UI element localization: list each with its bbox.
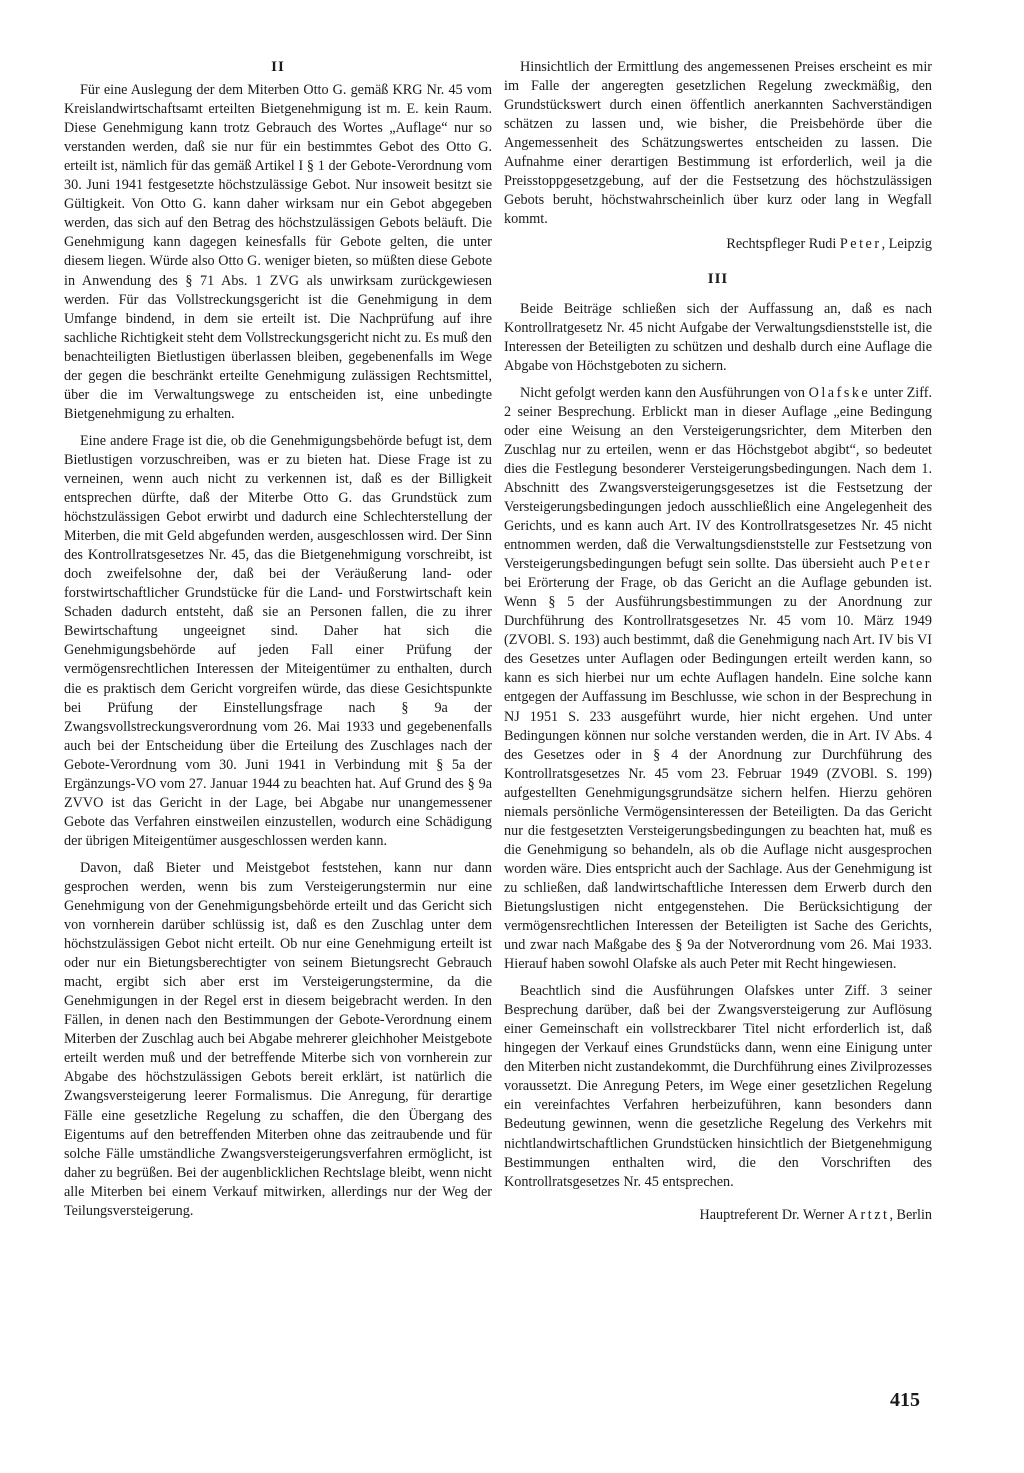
signature-suffix: , Berlin [889, 1206, 932, 1223]
author-signature-artzt [504, 1206, 932, 1225]
right-column [504, 58, 932, 1225]
text-run: Nicht gefolgt werden kann den Ausführungen von [520, 384, 809, 401]
text-run: unter Ziff. 2 seiner Besprechung. Erblickt man in dieser Auflage „eine Bedingung oder eine Weisung an den Versteigerungsrichter, dem Miterben den Zuschlag nur zu erteilen, wenn er das Höchstgebot abgibt“, so bedeutet dies die Festlegung besonderer Versteigerungsbedingungen. Nach dem 1. Abschnitt des Zwangsversteigerungsgesetzes ist die Festsetzung der Versteigerungsbedingungen jedoch ausschließlich eine Angelegenheit des Gerichts, und es kann auch Art. IV des Kontrollratsgesetzes Nr. 45 nicht entnommen werden, daß die Verwaltungsdienststelle zur Festsetzung von Versteigerungsbedingungen befugt sein sollte. Das übersieht auch [504, 384, 932, 573]
paragraph: Davon, daß Bieter und Meistgebot feststehen, kann nur dann gesprochen werden, wenn bis zum Versteigerungstermin nur eine Genehmigung von der Genehmigungsbehörde erteilt und das Gericht sich von vornherein darüber schlüssig ist, daß es den Zuschlag unter dem höchstzulässigen Gebot nicht erteilt. Ob nur eine Genehmigung erteilt ist oder nur ein Bietungsberechtigter von seinem Bietungsrecht Gebrauch macht, ergibt sich aber erst im Versteigerungstermine, da die Genehmigungen in der Regel erst in diesem beigebracht werden. In den Fällen, in denen nach den Bestimmungen der Gebote-Verordnung einem Miterben der Zuschlag auch bei Abgabe mehrerer gleichhoher Meistgebote erteilt werden muß und der betreffende Miterbe sich von vornherein zur Abgabe des höchstzulässigen Gebots bereit erklärt, ist natürlich die Zwangsversteigerung leerer Formalismus. Die Anregung, für derartige Fälle eine gesetzliche Regelung zu schaffen, die den Übergang des Eigentums auf den betreffenden Miterben ohne das zeitraubende und für solche Fälle umständliche Zwangsversteigerungsverfahren ermöglicht, ist daher zu begrüßen. Bei der augenblicklichen Rechtslage bleibt, wenn nicht alle Miterben bei einem Verkauf mitwirken, allerdings nur der Weg der Teilungsversteigerung. [64, 859, 492, 1219]
author-name-olafske: Olafske [808, 384, 871, 401]
paragraph: Beide Beiträge schließen sich der Auffassung an, daß es nach Kontrollratgesetz Nr. 45 nicht Aufgabe der Verwaltungsdienststelle ist, die Interessen der Beteiligten zu schützen und deshalb durch eine Auflage die Abgabe von Höchstgeboten zu sichern. [504, 300, 932, 374]
signature-name: Artzt [847, 1206, 890, 1223]
paragraph: Eine andere Frage ist die, ob die Genehmigungsbehörde befugt ist, dem Bietlustigen vorzuschreiben, was er zu bieten hat. Diese Frage ist zu verneinen, wenn auch nicht zu verkennen ist, daß es der Billigkeit entsprechen dürfte, daß der Miterbe Otto G. das Grundstück zum höchstzulässigen Gebot erwirbt und dadurch eine Schlechterstellung der Miterben, die mit Geld abgefunden werden, ausgeschlossen wird. Der Sinn des Kontrollratsgesetzes Nr. 45, das die Bietgenehmigung vorschreibt, ist doch zweifelsohne der, daß bei der Veräußerung land- oder forstwirtschaftlicher Grundstücke für die Land- und Forstwirtschaft kein Schaden dadurch entsteht, daß sie an Personen fallen, die zu ihrer Bewirtschaftung ungeeignet sind. Daher hat sich die Genehmigungsbehörde auf jeden Fall einer Prüfung der vermögensrechtlichen Interessen der Miteigentümer zu enthalten, durch die es praktisch dem Gericht vorgreifen würde, das diese Gesichtspunkte bei Prüfung der Einstellungsfrage nach § 9a der Zwangsvollstreckungsverordnung vom 26. Mai 1933 und gegebenenfalls auch bei der Entscheidung über die Erteilung des Zuschlages nach der Gebote-Verordnung vom 30. Juni 1941 in Verbindung mit § 5a der Ergänzungs-VO vom 27. Januar 1944 zu beachten hat. Auf Grund des § 9a ZVVO ist das Gericht in der Lage, bei Abgabe nur unangemessener Gebote das Verfahren einstweilen einzustellen, wodurch eine Schädigung der übrigen Miteigentümer ausgeschlossen werden kann. [64, 432, 492, 849]
signature-prefix: Rechtspfleger Rudi [726, 236, 840, 253]
paragraph: Für eine Auslegung der dem Miterben Otto G. gemäß KRG Nr. 45 vom Kreislandwirtschaftsamt erteilten Bietgenehmigung ist m. E. kein Raum. Diese Genehmigung kann trotz Gebrauch des Wortes „Auflage“ nur so verstanden werden, daß sie nur für ein bestimmtes Gebot des Otto G. erteilt ist, nämlich für das gemäß Artikel I § 1 der Gebote-Verordnung vom 30. Juni 1941 festgesetzte höchstzulässige Gebot. Nur insoweit besitzt sie Gültigkeit. Von Otto G. kann daher wirksam nur ein Gebot abgegeben werden, das sich auf den Betrag des höchstzulässigen Gebots beläuft. Die Genehmigung kann dagegen keinesfalls für Gebote gelten, die unter diesem liegen. Würde also Otto G. weniger bieten, so müßten diese Gebote in Anwendung des § 71 Abs. 1 ZVG als unwirksam zurückgewiesen werden. Für das Vollstreckungsgericht ist die Genehmigung in dem Umfange bindend, in dem sie erteilt ist. Die Nachprüfung auf ihre sachliche Richtigkeit steht dem Vollstreckungsgericht nicht zu. Es muß den benachteiligten Bietlustigen überlassen bleiben, gegebenenfalls im Wege der gegen die beschränkt erteilte Genehmigung zulässigen Rechtsmittel, über die im Verwaltungswege zu entscheiden ist, eine unbedingte Bietgenehmigung zu erhalten. [64, 82, 492, 422]
signature-name: Peter [839, 236, 882, 253]
paragraph: Hinsichtlich der Ermittlung des angemessenen Preises erscheint es mir im Falle der angeregten gesetzlichen Regelung zweckmäßig, den Grundstückswert durch einen öffentlich anerkannten Sachverständigen schätzen zu lassen und, wie bisher, die Preisbehörde über die Angemessenheit des Schätzungswertes entscheiden zu lassen. Die Aufnahme einer derartigen Bestimmung ist erforderlich, weil ja die Preisstoppgesetzgebung, auf der die Festsetzung des höchstzulässigen Gebots beruht, höchstwahrscheinlich über kurz oder lang in Wegfall kommt. [504, 59, 932, 228]
section-heading-iii: III [707, 271, 729, 288]
text-run: bei Erörterung der Frage, ob das Gericht an die Auflage gebunden ist. Wenn § 5 der Ausführungsbestimmungen zu der Anordnung zur Durchführung des Kontrollratsgesetzes Nr. 45 vom 10. März 1949 (ZVOBl. S. 193) auch bestimmt, daß die Genehmigung nach Art. IV bis VI des Gesetzes unter Auflagen oder Bedingungen erteilt werden kann, so kann es sich hierbei nur um echte Auflagen handeln. Eine solche kann entgegen der Auffassung im Beschlusse, wie schon in der Besprechung in NJ 1951 S. 233 ausgeführt wurde, hier nicht ergehen. Und unter Bedingungen können nur solche verstanden werden, die in Art. IV Abs. 4 des Gesetzes oder in § 4 der Anordnung zur Durchführung des Kontrollratsgesetzes Nr. 45 vom 23. Februar 1949 (ZVOBl. S. 199) aufgestellten Genehmigungsgrundsätze sichern helfen. Hierzu gehören niemals persönliche Vermögensinteressen der Beteiligten. Da das Gericht nur die festgesetzten Versteigerungsbedingungen zu beachten hat, muß es die Genehmigung so behandeln, als ob die Auflage nicht ausgesprochen worden wäre. Dies entspricht auch der Sachlage. Aus der Genehmigung ist zu schließen, daß landwirtschaftliche Interessen dem Erwerb durch den Bietungslustigen nicht entgegenstehen. Die Berücksichtigung der vermögensrechtlichen Interessen der Beteiligten ist Sache des Gerichts, und zwar nach Maßgabe des § 9a der Notverordnung vom 26. Mai 1933. Hierauf haben sowohl Olafske als auch Peter mit Recht hingewiesen. [504, 575, 932, 973]
author-name-peter: Peter [890, 556, 932, 573]
author-signature-peter [504, 235, 932, 254]
left-column [64, 58, 492, 1221]
section-heading-ii: II [271, 59, 285, 75]
page-number: 415 [890, 1389, 920, 1411]
signature-suffix: , Leipzig [881, 236, 932, 253]
signature-prefix: Hauptreferent Dr. Werner [699, 1206, 848, 1223]
paragraph: Beachtlich sind die Ausführungen Olafskes unter Ziff. 3 seiner Besprechung darüber, daß bei der Zwangsversteigerung zur Auflösung einer Gemeinschaft ein vollstreckbarer Titel nicht erforderlich ist, daß hingegen der Verkauf eines Grundstücks dann, wenn eine Einigung unter den Miterben nicht zustandekommt, die Durchführung eines Zivilprozesses voraussetzt. Die Anregung Peters, im Wege einer gesetzlichen Regelung ein vereinfachtes Verfahren herbeizuführen, kann besonders dann Bedeutung gewinnen, wenn die gesetzliche Regelung des Verkehrs mit nichtlandwirtschaftlichen Grundstücken hinsichtlich der Bietgenehmigung Bestimmungen enthalten wird, die den Vorschriften des Kontrollratsgesetzes Nr. 45 entsprechen. [504, 983, 932, 1190]
paragraph [504, 384, 932, 974]
